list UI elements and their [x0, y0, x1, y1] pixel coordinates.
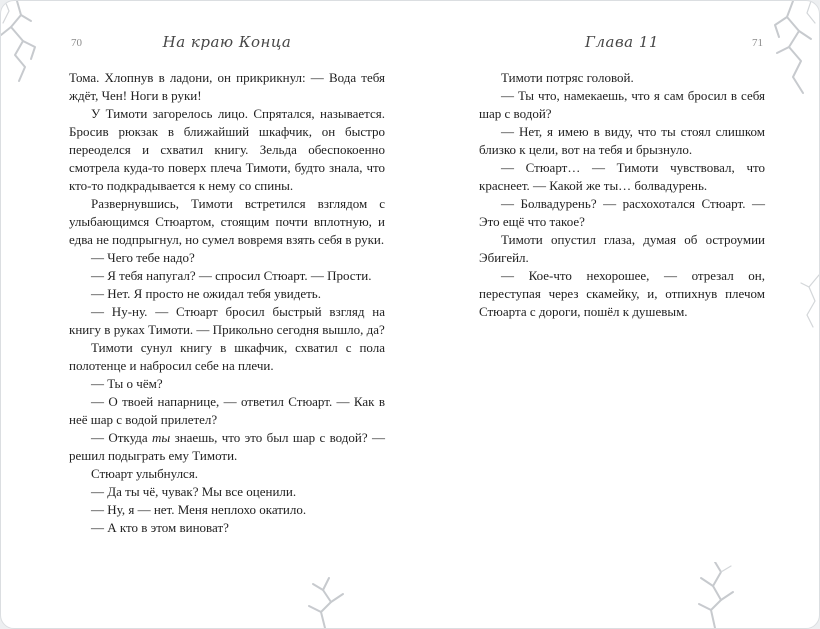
paragraph: — Нет, я имею в виду, что ты стоял слишком близко к цели, вот на тебя и брызнуло. — [479, 124, 765, 157]
paragraph: — Ты что, намекаешь, что я сам бросил в себя шар с водой? — [479, 88, 765, 121]
paragraph: — Стюарт… — Тимоти чувствовал, что краснеет. — Какой же ты… болвадурень. — [479, 160, 765, 193]
page-header-right — [479, 33, 765, 57]
paragraph: Тимоти потряс головой. — [501, 70, 634, 85]
paragraph: Тома. Хлопнув в ладони, он прикрикнул: — Вода тебя ждёт, Чен! Ноги в руки! — [69, 70, 385, 103]
paragraph: — Болвадурень? — расхохотался Стюарт. — Это ещё что такое? — [479, 196, 765, 229]
page-number-left: 70 — [71, 37, 82, 49]
paragraph: — Да ты чё, чувак? Мы все оценили. — [91, 484, 297, 499]
page-header-left — [69, 33, 385, 57]
running-header-right: Глава 11 — [585, 33, 659, 51]
paragraph: Стюарт улыбнулся. — [91, 466, 199, 481]
page-text-right — [479, 69, 765, 321]
paragraph: У Тимоти загорелось лицо. Спрятался, называется. Бросив рюкзак в ближайший шкафчик, он быстро переоделся и схватил книгу. Зельда обеспокоенно смотрела куда-то поверх плеча Тимоти, будто знала, что кто-то подкрадывается к нему со спины. — [69, 106, 385, 193]
paragraph: — Откуда ты знаешь, что это был шар с водой? — решил подыграть ему Тимоти. — [69, 430, 385, 463]
paragraph: — Ну, я — нет. Меня неплохо окатило. — [91, 502, 307, 517]
paragraph: — Ну-ну. — Стюарт бросил быстрый взгляд на книгу в руках Тимоти. — Прикольно сегодня вышло, да? — [69, 304, 385, 337]
page-number-right: 71 — [752, 37, 763, 49]
paragraph: Тимоти опустил глаза, думая об остроумии Эбигейл. — [479, 232, 765, 265]
paragraph: Развернувшись, Тимоти встретился взглядом с улыбающимся Стюартом, стоящим почти вплотную, и едва не подпрыгнул, но сумел вовремя взять себя в руки. — [69, 196, 385, 247]
page-left — [1, 1, 411, 628]
paragraph: — А кто в этом виноват? — [91, 520, 229, 535]
paragraph: — Кое-что нехорошее, — отрезал он, переступая через скамейку, и, отпихнув плечом Стюарта с дороги, пошёл к душевым. — [479, 268, 765, 319]
paragraph: — О твоей напарнице, — ответил Стюарт. — Как в неё шар с водой прилетел? — [69, 394, 385, 427]
paragraph: — Чего тебе надо? — [91, 250, 195, 265]
paragraph: — Нет. Я просто не ожидал тебя увидеть. — [91, 286, 321, 301]
page-right — [411, 1, 820, 628]
paragraph: Тимоти сунул книгу в шкафчик, схватил с пола полотенце и набросил себе на плечи. — [69, 340, 385, 373]
paragraph: — Я тебя напугал? — спросил Стюарт. — Прости. — [91, 268, 372, 283]
paragraph: — Ты о чём? — [91, 376, 163, 391]
running-header-left: На краю Конца — [162, 33, 292, 51]
page-text-left — [69, 69, 385, 537]
